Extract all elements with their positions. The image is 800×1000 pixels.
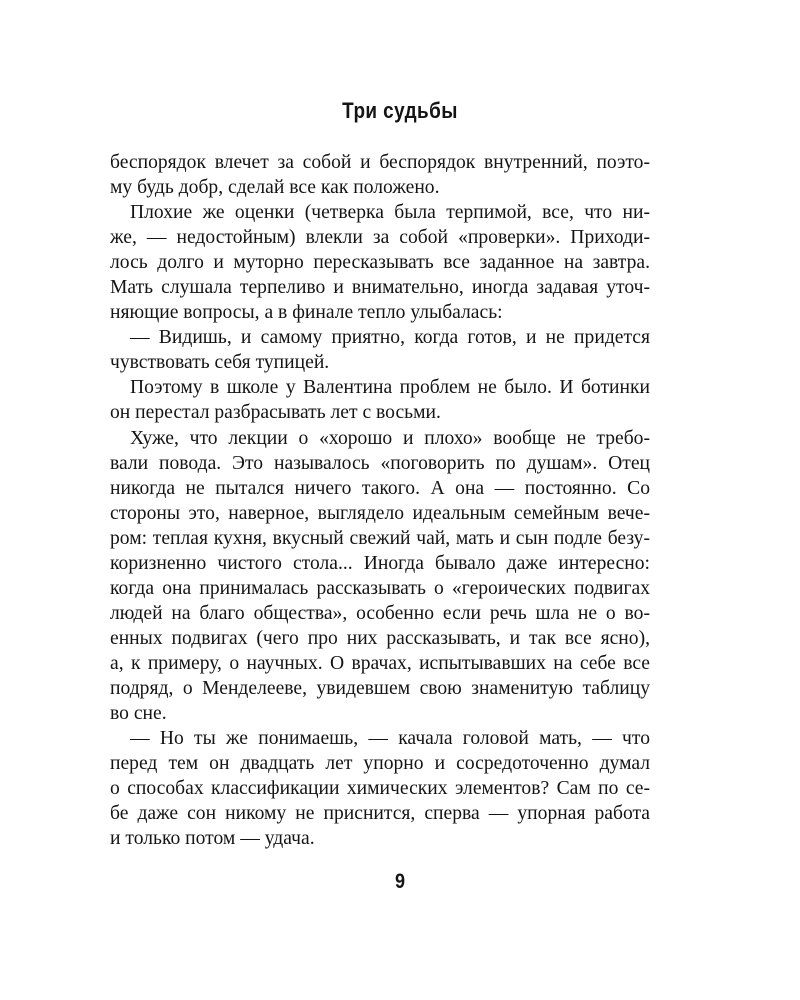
- text-line: Поэтому в школе у Валентина проблем не было. И ботинки: [130, 377, 650, 399]
- text-line: во сне.: [110, 703, 167, 725]
- text-line: бе даже сон никому не приснится, сперва — упорная работа: [110, 803, 650, 825]
- text-line: а, к примеру, о научных. О врачах, испытывавших на себе все: [110, 652, 650, 674]
- text-line: лось долго и муторно пересказывать все заданное на завтра.: [110, 252, 650, 274]
- text-line: стороны это, наверное, выглядело идеальным семейным вече-: [110, 502, 650, 524]
- text-line: же, — недостойным) влекли за собой «проверки». Приходи-: [110, 227, 650, 249]
- text-line: людей на благо общества», особенно если речь шла не о во-: [110, 602, 650, 624]
- text-line: подряд, о Менделееве, увидевшем свою знаменитую таблицу: [110, 677, 650, 699]
- text-line: енных подвигах (чего про них рассказывать, и так все ясно),: [110, 627, 650, 649]
- text-line: — Видишь, и самому приятно, когда готов, и не придется: [130, 327, 650, 349]
- text-line: беспорядок влечет за собой и беспорядок внутренний, поэто-: [110, 152, 650, 173]
- text-line: перед тем он двадцать лет упорно и сосредоточенно думал: [110, 753, 650, 775]
- text-line: никогда не пытался ничего такого. А она — постоянно. Со: [110, 477, 650, 499]
- text-line: Мать слушала терпеливо и внимательно, иногда задавая уточ-: [110, 277, 650, 299]
- text-line: Хуже, что лекции о «хорошо и плохо» вообще не требо-: [130, 427, 650, 449]
- text-line: когда она принималась рассказывать о «героических подвигах: [110, 577, 650, 599]
- text-line: няющие вопросы, а в финале тепло улыбалась:: [110, 302, 503, 324]
- text-line: он перестал разбрасывать лет с восьми.: [110, 402, 441, 424]
- text-line: — Но ты же понимаешь, — качала головой мать, — что: [130, 728, 650, 750]
- text-line: вали повода. Это называлось «поговорить по душам». Отец: [110, 452, 650, 474]
- running-head-title: Три судьбы: [342, 98, 458, 123]
- body-text: [110, 150, 650, 851]
- text-line: чувствовать себя тупицей.: [110, 352, 330, 374]
- text-line: о способах классификации химических элементов? Сам по се-: [110, 778, 650, 800]
- page-number: 9: [394, 870, 406, 893]
- text-line: му будь добр, сделай все как положено.: [110, 177, 440, 199]
- text-line: Плохие же оценки (четверка была терпимой, все, что ни-: [130, 202, 650, 224]
- text-line: коризненно чистого стола... Иногда бывало даже интересно:: [110, 552, 650, 574]
- text-line: и только потом — удача.: [110, 828, 315, 850]
- text-line: ром: теплая кухня, вкусный свежий чай, мать и сын подле безу-: [110, 527, 650, 549]
